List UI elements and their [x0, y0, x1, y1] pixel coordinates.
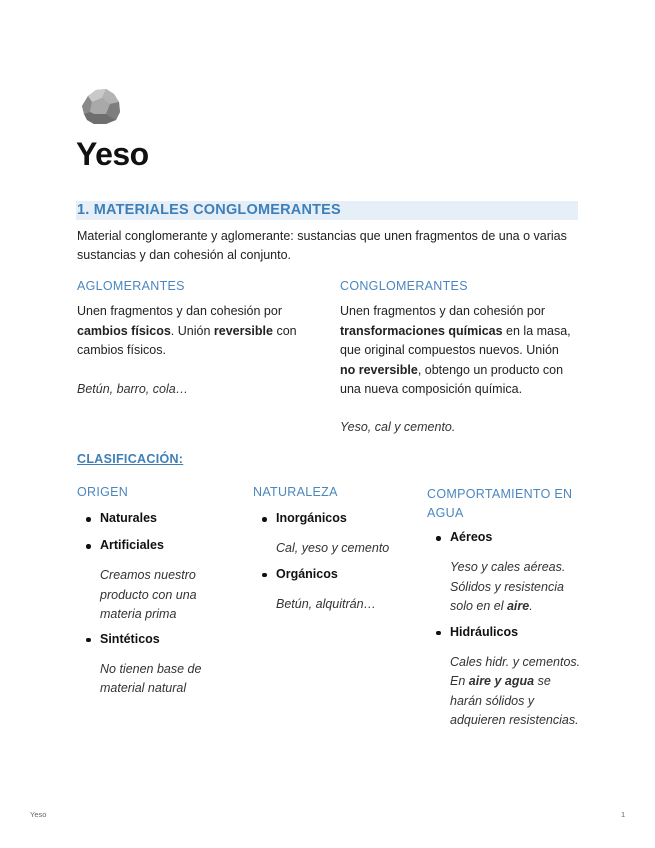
- list-item: [427, 530, 587, 544]
- bold-text: no reversible: [340, 362, 418, 377]
- list-item-label: Hidráulicos: [450, 624, 519, 639]
- list-item-label: Aéreos: [450, 530, 493, 544]
- list-item: [77, 632, 227, 646]
- conglomerantes-text: [340, 302, 590, 400]
- list-item-label: Artificiales: [100, 538, 164, 552]
- list-item-label: Sintéticos: [100, 631, 160, 646]
- list-item: [77, 511, 227, 525]
- list-item-label: Inorgánicos: [276, 511, 347, 525]
- list-item: [427, 625, 587, 639]
- page-title: Yeso: [76, 136, 149, 172]
- list-item-label: Naturales: [100, 511, 157, 525]
- intro-paragraph: Material conglomerante y aglomerante: sustancias que unen fragmentos de una o varias sustancias y dan cohesión al conjunto.: [77, 229, 567, 262]
- text: con: [272, 323, 297, 338]
- aglomerantes-line: [77, 322, 327, 342]
- bold-text: cambios físicos: [77, 323, 171, 338]
- conglomerantes-heading: CONGLOMERANTES: [340, 279, 468, 293]
- conglomerantes-line: [340, 322, 590, 342]
- conglomerantes-line: que original compuestos nuevos. Unión: [340, 343, 559, 357]
- aglomerantes-text: [77, 302, 327, 361]
- list-item: [77, 538, 227, 552]
- list-note: No tienen base de material natural: [100, 661, 202, 695]
- text: se harán sólidos y adquieren resistencias.: [450, 674, 579, 727]
- origen-heading: ORIGEN: [77, 485, 129, 499]
- text: Yeso y cales aéreas. Sólidos y resistencia solo en el: [450, 560, 566, 613]
- aglomerantes-line: cambios físicos.: [77, 343, 166, 357]
- naturaleza-list: [253, 511, 413, 614]
- text: , obtengo un producto con: [417, 362, 564, 377]
- naturaleza-heading: NATURALEZA: [253, 485, 338, 499]
- page-number: 1: [621, 810, 626, 819]
- text: . Unión: [170, 323, 214, 338]
- list-note: [427, 558, 578, 617]
- list-item-label: Orgánicos: [276, 566, 338, 581]
- bold-text: reversible: [213, 323, 273, 338]
- list-note: [427, 653, 582, 731]
- list-note: Creamos nuestro producto con una materia prima: [100, 568, 197, 621]
- bold-text: transformaciones químicas: [340, 323, 503, 338]
- agua-heading: COMPORTAMIENTO EN AGUA: [427, 487, 573, 520]
- aglomerantes-example: Betún, barro, cola…: [77, 382, 189, 396]
- footer-title: Yeso: [30, 810, 47, 819]
- list-note: Betún, alquitrán…: [276, 596, 377, 611]
- origen-list: [77, 511, 227, 699]
- list-item: [253, 511, 413, 525]
- rock-icon: [78, 84, 122, 128]
- bold-text: aire: [506, 599, 530, 613]
- text: en la masa,: [502, 323, 571, 338]
- conglomerantes-line: [340, 361, 590, 381]
- clasificacion-heading: CLASIFICACIÓN:: [77, 452, 184, 466]
- conglomerantes-example: Yeso, cal y cemento.: [340, 420, 456, 434]
- section-title: 1. MATERIALES CONGLOMERANTES: [77, 202, 341, 218]
- conglomerantes-line: Unen fragmentos y dan cohesión por: [340, 304, 545, 318]
- aglomerantes-heading: AGLOMERANTES: [77, 279, 185, 293]
- text: .: [529, 599, 533, 613]
- agua-list: [427, 530, 587, 731]
- bold-text: aire y agua: [468, 674, 535, 688]
- list-note: Cal, yeso y cemento: [276, 541, 390, 555]
- conglomerantes-line: una nueva composición química.: [340, 382, 523, 396]
- list-item: [253, 567, 413, 581]
- aglomerantes-line: Unen fragmentos y dan cohesión por: [77, 304, 282, 318]
- text: Cales hidr. y cementos. En: [450, 654, 581, 688]
